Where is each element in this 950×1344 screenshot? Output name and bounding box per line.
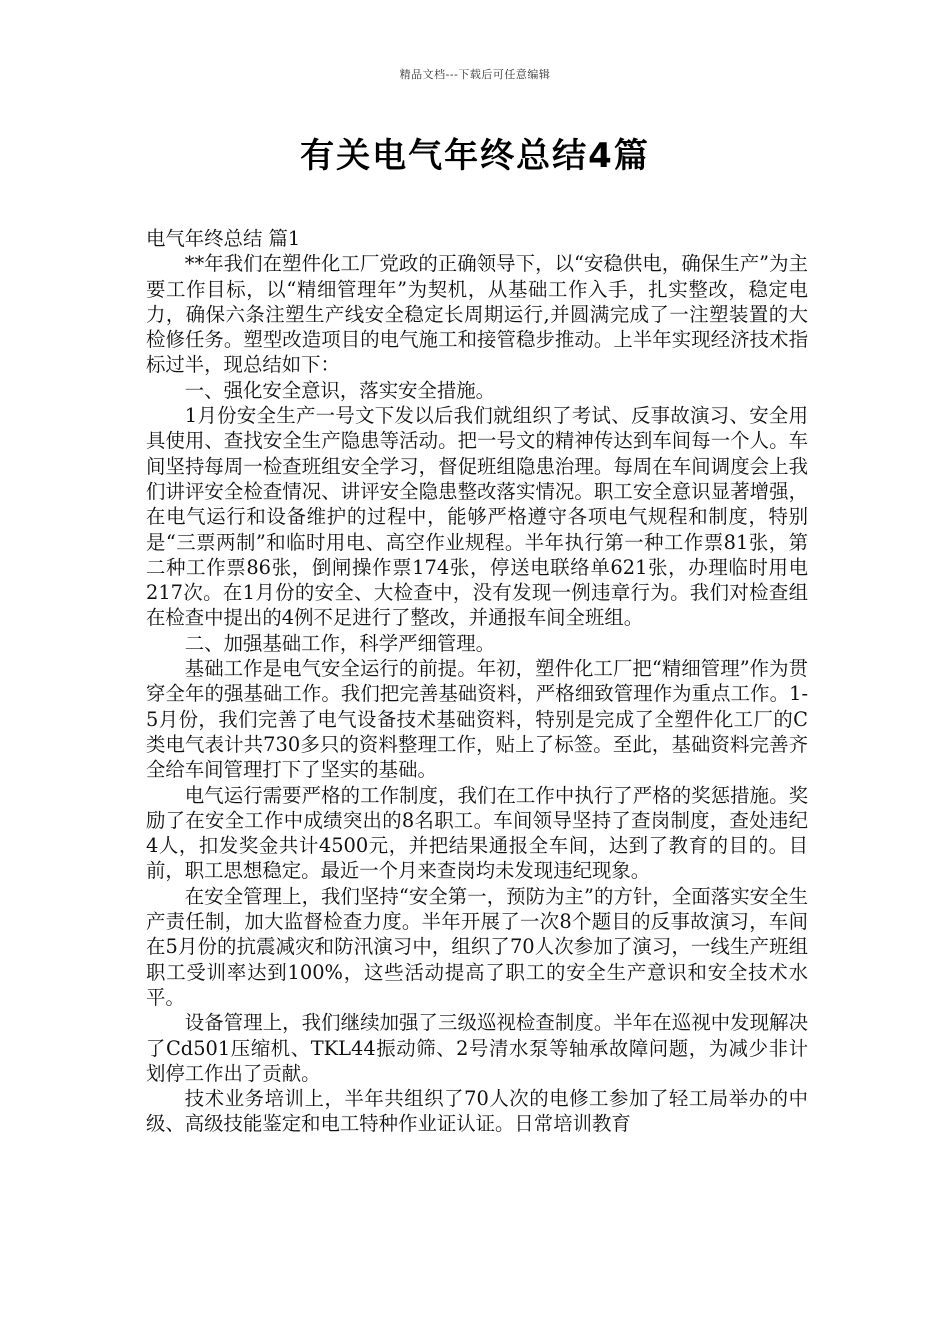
paragraph-discipline: 电气运行需要严格的工作制度，我们在工作中执行了严格的奖惩措施。奖励了在安全工作中成绩突出的8名职工。车间领导坚持了查岗制度，查处违纪4人，扣发奖金共计4500元，并把结果通报全车间，达到了教育的目的。目前，职工思想稳定。最近一个月来查岗均未发现违纪现象。 (146, 783, 808, 883)
paragraph-intro: **年我们在塑件化工厂党政的正确领导下，以“安稳供电，确保生产”为主要工作目标，以“精细管理年”为契机，从基础工作入手，扎实整改，稳定电力，确保六条注塑生产线安全稳定长周期运行,并圆满完成了一注塑装置的大检修任务。塑型改造项目的电气施工和接管稳步推动。上半年实现经济技术指标过半，现总结如下： (146, 252, 808, 377)
page-header: 精品文档---下载后可任意编辑 (399, 68, 551, 81)
document-body (146, 226, 808, 1137)
section-heading-1: 一、强化安全意识，落实安全措施。 (184, 378, 496, 402)
paragraph-safety-management: 在安全管理上，我们坚持“安全第一，预防为主”的方针，全面落实安全生产责任制，加大监督检查力度。半年开展了一次8个题目的反事故演习，车间在5月份的抗震减灾和防汛演习中，组织了70人次参加了演习，一线生产班组职工受训率达到100%，这些活动提高了职工的安全生产意识和安全技术水平。 (146, 884, 808, 1009)
section-heading-2: 二、加强基础工作，科学严细管理。 (184, 631, 496, 655)
paragraph-safety: 1月份安全生产一号文下发以后我们就组织了考试、反事故演习、安全用具使用、查找安全生产隐患等活动。把一号文的精神传达到车间每一个人。车间坚持每周一检查班组安全学习，督促班组隐患治理。每周在车间调度会上我们讲评安全检查情况、讲评安全隐患整改落实情况。职工安全意识显著增强，在电气运行和设备维护的过程中，能够严格遵守各项电气规程和制度，特别是“三票两制”和临时用电、高空作业规程。半年执行第一种工作票81张，第二种工作票86张，倒闸操作票174张，停送电联络单621张，办理临时用电217次。在1月份的安全、大检查中，没有发现一例违章行为。我们对检查组在检查中提出的4例不足进行了整改，并通报车间全班组。 (146, 404, 808, 630)
paragraph-equipment: 设备管理上，我们继续加强了三级巡视检查制度。半年在巡视中发现解决了Cd501压缩机、TKL44振动筛、2号清水泵等轴承故障问题，为减少非计划停工作出了贡献。 (146, 1011, 808, 1085)
paragraph-basics: 基础工作是电气安全运行的前提。年初，塑件化工厂把“精细管理”作为贯穿全年的强基础工作。我们把完善基础资料，严格细致管理作为重点工作。1-5月份，我们完善了电气设备技术基础资料，特别是完成了全塑件化工厂的C类电气表计共730多只的资料整理工作，贴上了标签。至此，基础资料完善齐全给车间管理打下了坚实的基础。 (146, 657, 808, 782)
document-title: 有关电气年终总结4篇 (300, 136, 650, 176)
section-label: 电气年终总结 篇1 (146, 227, 301, 250)
paragraph-training: 技术业务培训上，半年共组织了70人次的电修工参加了轻工局举办的中级、高级技能鉴定和电工特种作业证认证。日常培训教育 (146, 1087, 808, 1136)
